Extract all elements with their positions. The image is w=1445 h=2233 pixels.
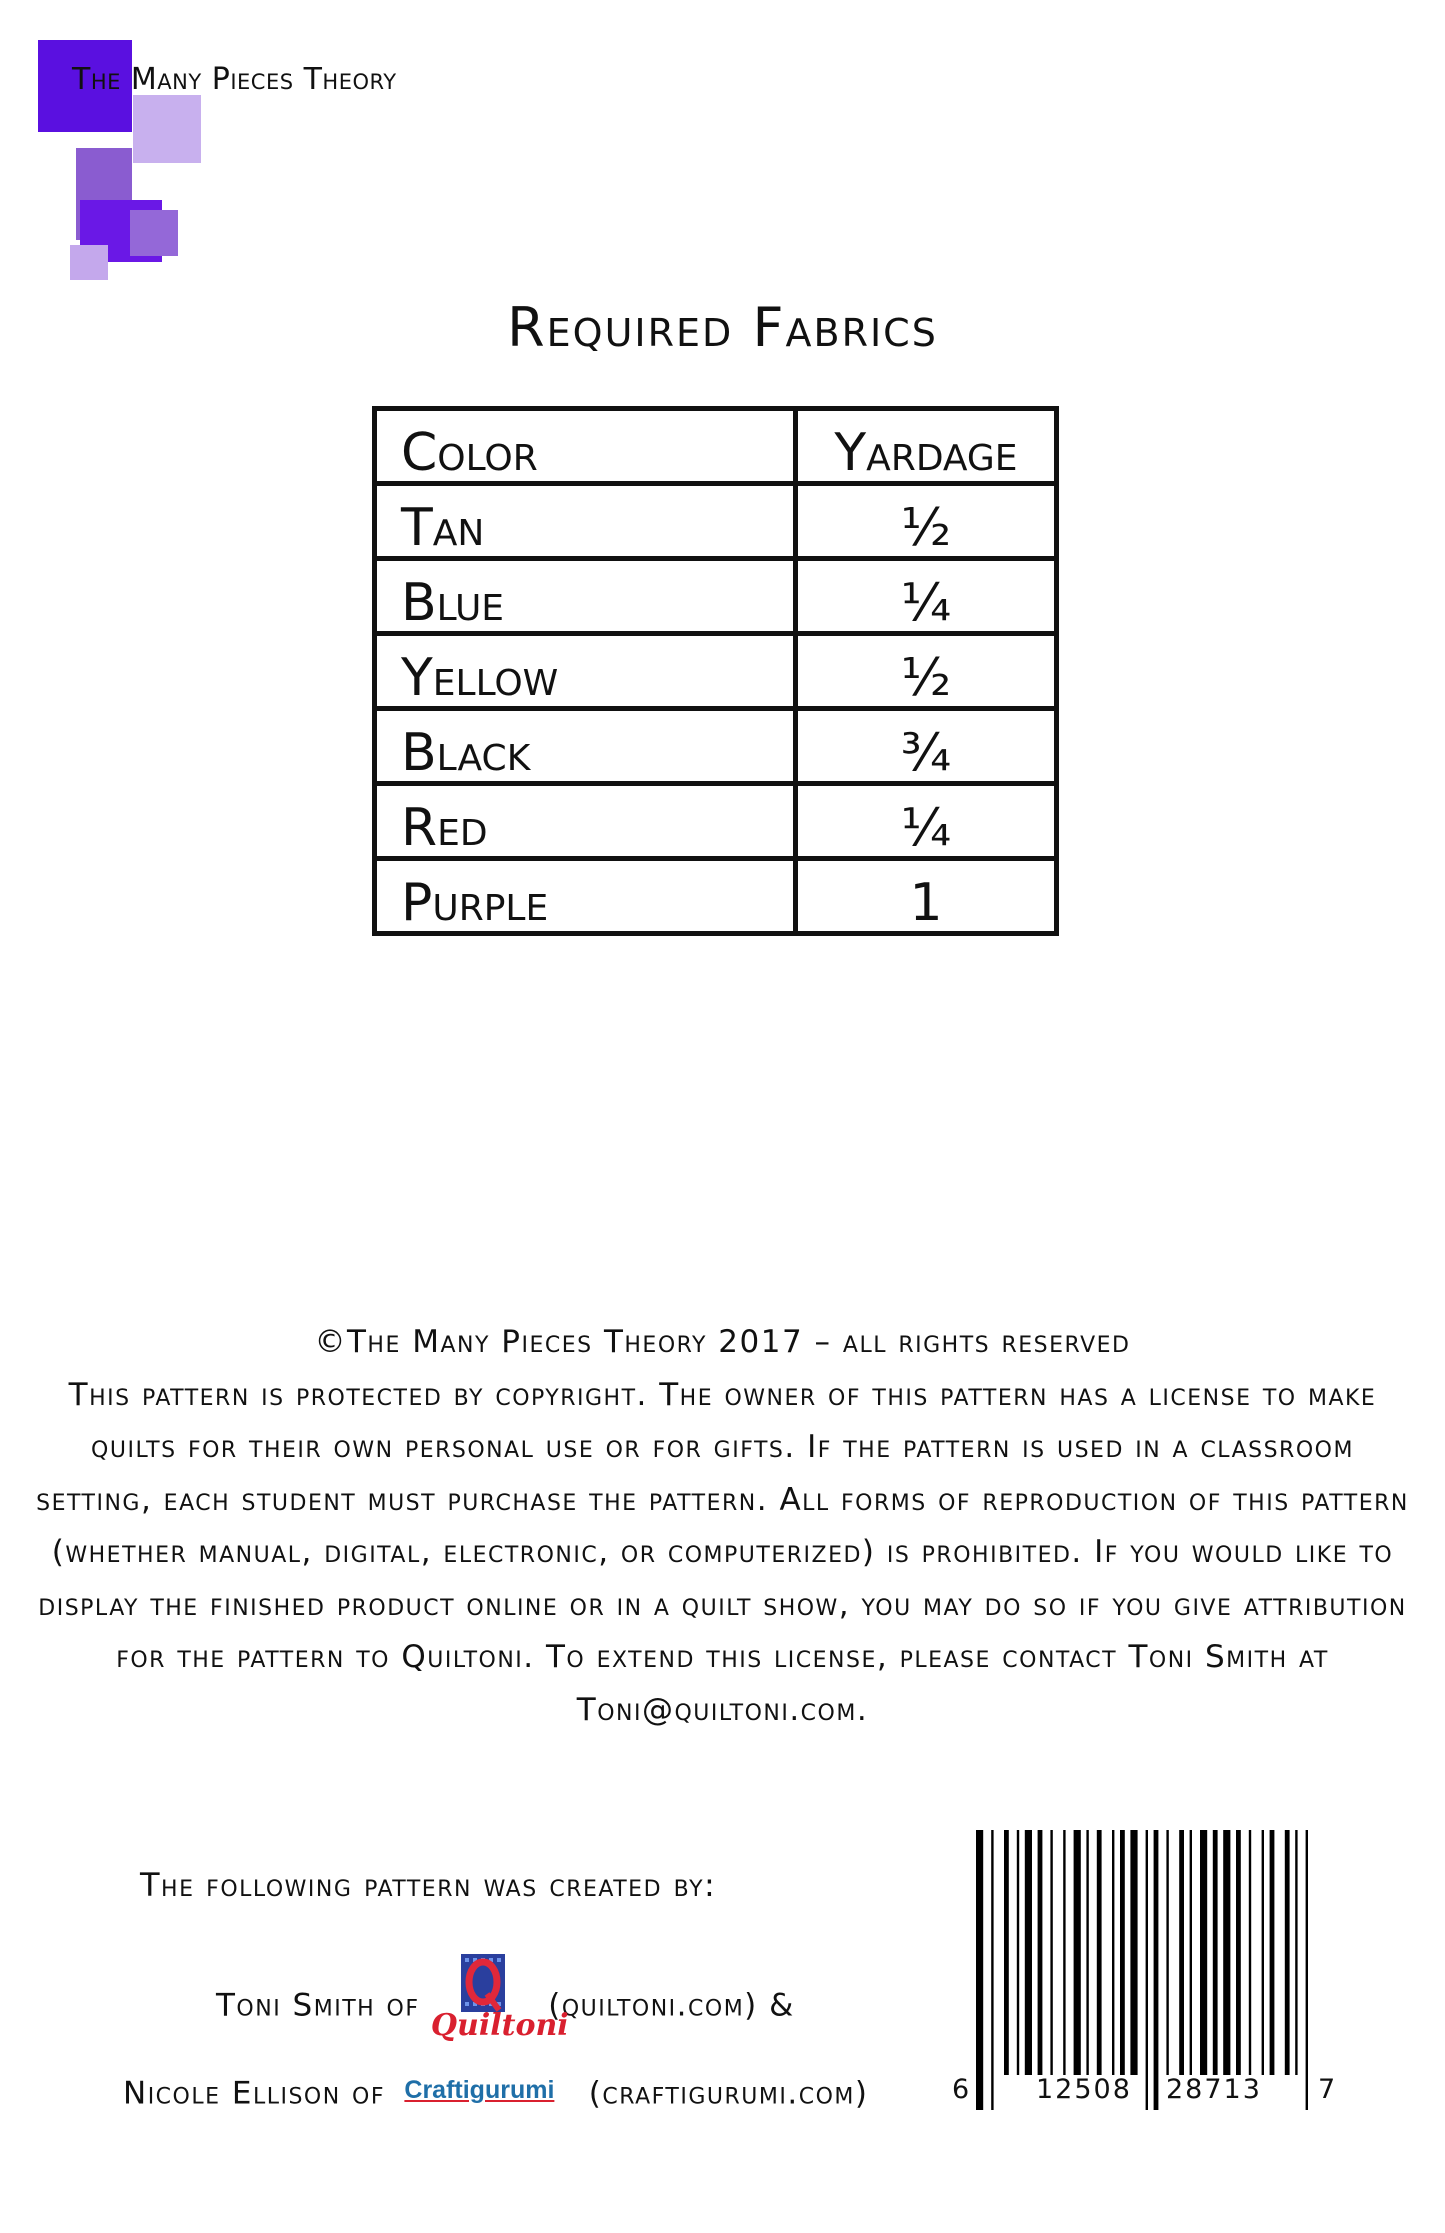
table-row xyxy=(375,484,1057,559)
barcode-bar xyxy=(1190,1830,1192,2075)
barcode-digit-check: 7 xyxy=(1318,2074,1338,2105)
barcode-bar xyxy=(1112,1830,1114,2075)
fabric-yardage: ¼ xyxy=(796,559,1057,634)
fabric-color: Black xyxy=(375,709,796,784)
logo-square xyxy=(133,95,201,163)
barcode-bar xyxy=(1285,1830,1290,2075)
barcode-bar xyxy=(1074,1830,1081,2075)
barcode-bar xyxy=(1262,1830,1264,2075)
craftigurumi-logo xyxy=(404,2070,569,2120)
barcode-bar xyxy=(1130,1830,1137,2075)
barcode-bar xyxy=(1306,1830,1308,2110)
fabric-color: Blue xyxy=(375,559,796,634)
table-row xyxy=(375,784,1057,859)
fabric-yardage: ½ xyxy=(796,634,1057,709)
quiltoni-logo xyxy=(430,1952,569,2062)
table-row xyxy=(375,709,1057,784)
credit-name: Toni Smith of xyxy=(216,1987,420,2024)
column-header-yardage: Yardage xyxy=(796,409,1057,484)
fabric-yardage: ¼ xyxy=(796,784,1057,859)
fabric-color: Tan xyxy=(375,484,796,559)
copyright-line: ©The Many Pieces Theory 2017 – all rights reserved xyxy=(314,1324,1131,1360)
credit-site: (quiltoni.com) & xyxy=(548,1987,795,2024)
brand-name: The Many Pieces Theory xyxy=(72,62,397,97)
license-text: This pattern is protected by copyright. The owner of this pattern has a license to make quilts for their own personal use or for gifts. If the pattern is used in a classroom setting, each student must purchase the pattern. All forms of reproduction of this pattern (whether manual, digital, electronic, or computerized) is prohibited. If you would like to display the finished product online or in a quilt show, you may do so if you give attribution for the pattern to Quiltoni. To extend this license, please contact Toni Smith at Toni@quiltoni.com. xyxy=(36,1376,1409,1728)
barcode-bar xyxy=(1025,1830,1032,2075)
fabric-color: Red xyxy=(375,784,796,859)
credit-name: Nicole Ellison of xyxy=(123,2075,386,2112)
barcode-bar xyxy=(1179,1830,1184,2075)
quiltoni-logo-text: Quiltoni xyxy=(430,2008,569,2043)
table-row xyxy=(375,859,1057,934)
barcode-bar xyxy=(1017,1830,1019,2075)
barcode-bar xyxy=(1038,1830,1043,2075)
credits-heading: The following pattern was created by: xyxy=(140,1866,717,1904)
barcode-bar xyxy=(1295,1830,1297,2075)
fabric-yardage: ¾ xyxy=(796,709,1057,784)
barcode-bar xyxy=(1097,1830,1102,2075)
barcode-bar xyxy=(1004,1830,1009,2075)
barcode-bar xyxy=(1086,1830,1088,2075)
fabric-color: Yellow xyxy=(375,634,796,709)
logo-square xyxy=(70,245,108,280)
fabric-table xyxy=(372,406,1059,936)
barcode-bar xyxy=(1249,1830,1251,2075)
barcode-bar xyxy=(1213,1830,1218,2075)
credit-site: (craftigurumi.com) xyxy=(588,2075,869,2112)
craftigurumi-logo-text: Craftigurumi xyxy=(404,2076,555,2104)
barcode-bar xyxy=(1120,1830,1125,2075)
barcode-bar xyxy=(976,1830,983,2110)
barcode-bar xyxy=(991,1830,993,2110)
fabric-yardage: 1 xyxy=(796,859,1057,934)
logo-square xyxy=(130,210,178,256)
quiltoni-logo-icon xyxy=(439,1952,529,2062)
barcode-bar xyxy=(1236,1830,1241,2075)
table-row xyxy=(375,634,1057,709)
barcode-digit-lead: 6 xyxy=(952,2074,972,2105)
column-header-color: Color xyxy=(375,409,796,484)
barcode xyxy=(950,1830,1340,2110)
barcode-bar xyxy=(1050,1830,1052,2075)
credit-nicole xyxy=(123,2070,868,2120)
barcode-bar xyxy=(1063,1830,1065,2075)
barcode-digits-right: 28713 xyxy=(1166,2074,1262,2105)
copyright-notice xyxy=(30,1316,1415,1736)
barcode-bar xyxy=(1146,1830,1148,2110)
page-title: Required Fabrics xyxy=(507,296,938,359)
barcode-bar xyxy=(1223,1830,1230,2075)
fabric-color: Purple xyxy=(375,859,796,934)
fabric-yardage: ½ xyxy=(796,484,1057,559)
barcode-bar xyxy=(1270,1830,1275,2075)
barcode-bar xyxy=(1200,1830,1207,2075)
credit-toni xyxy=(216,1952,795,2062)
table-row xyxy=(375,559,1057,634)
barcode-bar xyxy=(1154,1830,1159,2110)
barcode-bar xyxy=(1166,1830,1168,2075)
barcode-digits-left: 12508 xyxy=(1036,2074,1132,2105)
table-header-row xyxy=(375,409,1057,484)
